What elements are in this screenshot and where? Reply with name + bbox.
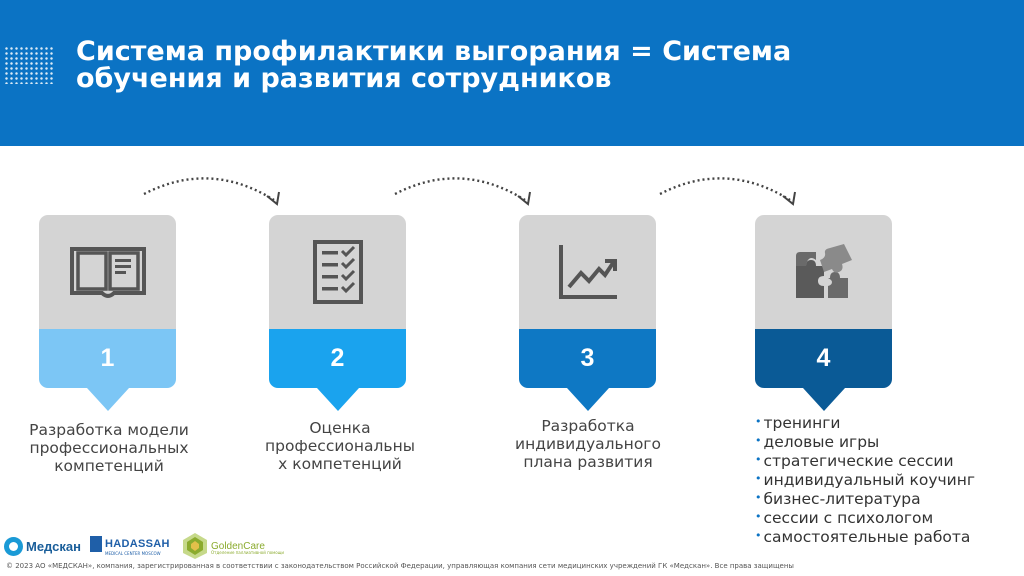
list-item: • тренинги <box>755 414 841 432</box>
footer-logos <box>4 532 285 562</box>
step-card-1 <box>39 215 176 388</box>
list-item: • самостоятельные работа <box>755 528 971 546</box>
header-banner <box>0 0 1024 146</box>
list-item: • индивидуальный коучинг <box>755 471 976 489</box>
step-number: 4 <box>816 344 831 372</box>
step-3-description: Разработка индивидуального плана развития <box>515 417 661 471</box>
dots-pattern <box>4 46 54 84</box>
title-line-2: обучения и развития сотрудников <box>76 63 612 94</box>
pointer-triangle <box>803 388 845 411</box>
medscan-logo-icon <box>4 537 23 556</box>
arrow-arc-2-3 <box>391 164 537 212</box>
step-4-activities-list <box>755 413 1020 546</box>
hadassah-logo: HADASSAH MEDICAL CENTER MOSCOW <box>90 536 170 552</box>
step-2-description: Оценка профессиональны х компетенций <box>265 419 415 473</box>
list-item: • бизнес-литература <box>755 490 921 508</box>
arrow-arc-3-4 <box>656 164 802 212</box>
step-number: 3 <box>580 344 595 372</box>
checklist-icon <box>269 215 406 329</box>
pointer-triangle <box>317 388 359 411</box>
goldencare-logo-icon <box>182 532 208 560</box>
pointer-triangle <box>567 388 609 411</box>
pointer-triangle <box>87 388 129 411</box>
page-title <box>76 38 956 92</box>
step-number: 2 <box>330 344 345 372</box>
book-icon <box>39 215 176 329</box>
step-card-2 <box>269 215 406 388</box>
arrow-arc-1-2 <box>140 164 286 212</box>
medscan-logo: Медскан <box>4 537 81 556</box>
title-line-1: Система профилактики выгорания = Система <box>76 36 792 67</box>
step-number: 1 <box>100 344 115 372</box>
list-item: • деловые игры <box>755 433 880 451</box>
list-item: • стратегические сессии <box>755 452 954 470</box>
hadassah-logo-icon <box>90 536 102 552</box>
step-card-4 <box>755 215 892 388</box>
step-1-description: Разработка модели профессиональных компетенций <box>29 421 189 475</box>
growth-chart-icon <box>519 215 656 329</box>
list-item: • сессии с психологом <box>755 509 934 527</box>
puzzle-icon <box>755 215 892 329</box>
copyright-text: © 2023 АО «МЕДСКАН», компания, зарегистрированная в соответствии с законодательством Российской Федерации, управляющая компания сети медицинских учреждений ГК «Медскан». Все права защищены <box>6 562 794 570</box>
step-card-3 <box>519 215 656 388</box>
goldencare-logo: GoldenCare Отделение паллиативной помощи <box>182 532 265 560</box>
